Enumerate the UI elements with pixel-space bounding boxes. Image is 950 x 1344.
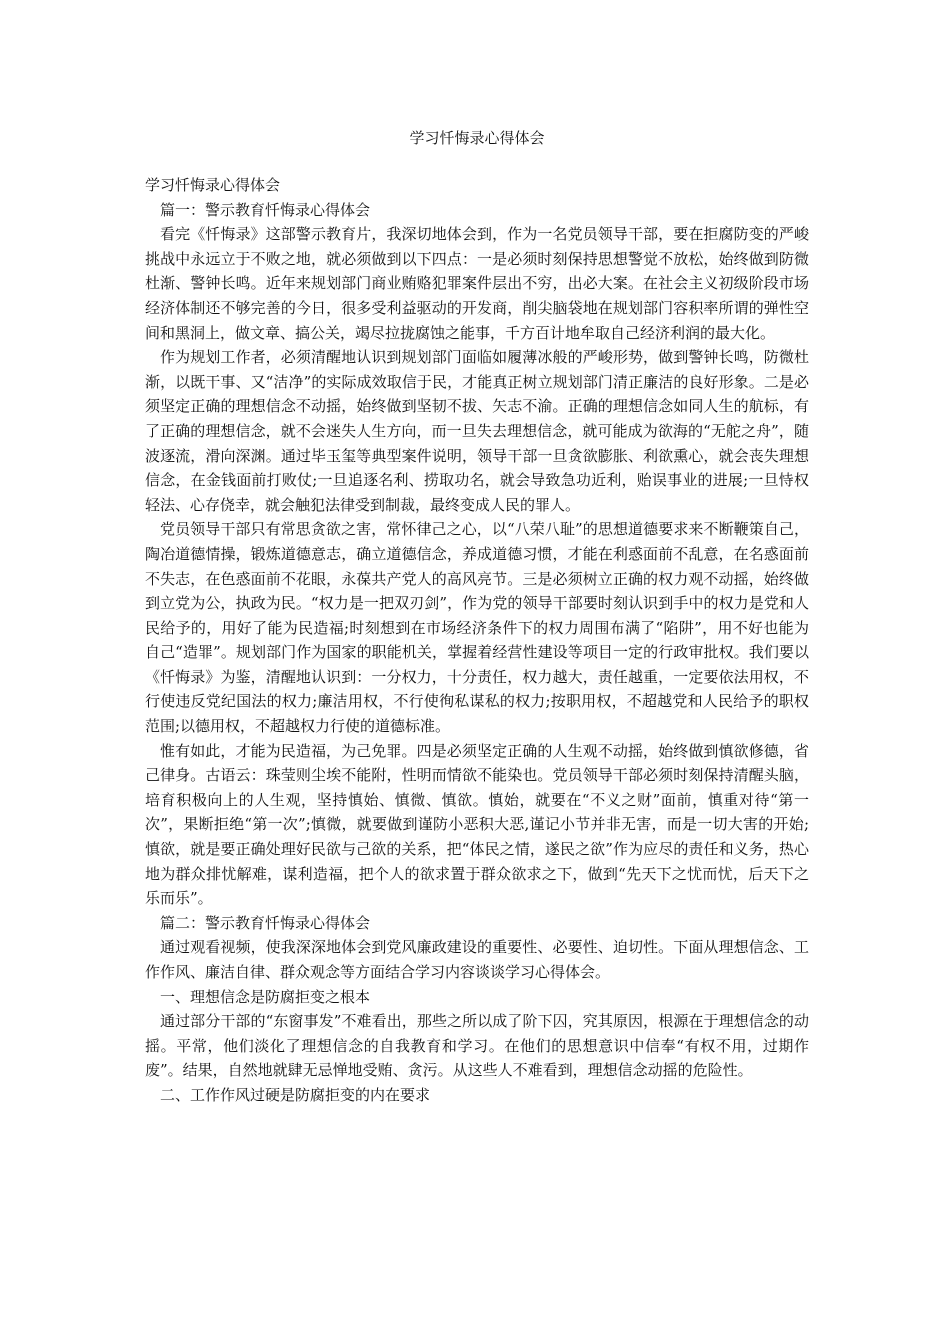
paragraph-heading: 学习忏悔录心得体会 (145, 176, 281, 194)
paragraph: 作为规划工作者，必须清醒地认识到规划部门面临如履薄冰般的严峻形势，做到警钟长鸣，防微杜渐，以既干事、又“洁净”的实际成效取信于民，才能真正树立规划部门清正廉洁的良好形象。二是必须坚定正确的理想信念不动摇，始终做到坚韧不拔、矢志不渝。正确的理想信念如同人生的航标，有了正确的理想信念，就不会迷失人生方向，而一旦失去理想信念，就可能成为欲海的“无舵之舟”，随波逐流，滑向深渊。通过毕玉玺等典型案件说明，领导干部一旦贪欲膨胀、利欲熏心，就会丧失理想信念，在金钱面前打败仗;一旦追逐名利、捞取功名，就会导致急功近利，贻误事业的进展;一旦恃权轻法、心存侥幸，就会触犯法律受到制裁，最终变成人民的罪人。 (145, 348, 809, 514)
section-heading-part-two: 篇二：警示教育忏悔录心得体会 (160, 913, 371, 932)
section-heading-part-one: 篇一：警示教育忏悔录心得体会 (160, 200, 371, 219)
paragraph: 通过观看视频，使我深深地体会到党风廉政建设的重要性、必要性、迫切性。下面从理想信念、工作作风、廉洁自律、群众观念等方面结合学习内容谈谈学习心得体会。 (145, 938, 809, 981)
paragraph: 党员领导干部只有常思贪欲之害，常怀律己之心，以“八荣八耻”的思想道德要求来不断鞭策自己，陶冶道德情操，锻炼道德意志，确立道德信念，养成道德习惯，才能在利惑面前不乱意，在名惑面前不失志，在色惑面前不花眼，永葆共产党人的高风亮节。三是必须树立正确的权力观不动摇，始终做到立党为公，执政为民。“权力是一把双刃剑”，作为党的领导干部要时刻认识到手中的权力是党和人民给予的，用好了能为民造福;时刻想到在市场经济条件下的权力周围布满了“陷阱”，用不好也能为自己“造罪”。规划部门作为国家的职能机关，掌握着经营性建设等项目一定的行政审批权。我们要以《忏悔录》为鉴，清醒地认识到：一分权力，十分责任，权力越大，责任越重，一定要依法用权，不行使违反党纪国法的权力;廉洁用权，不行使徇私谋私的权力;按职用权，不超越党和人民给予的职权范围;以德用权，不超越权力行使的道德标准。 (145, 520, 809, 736)
subheading: 一、理想信念是防腐拒变之根本 (160, 987, 371, 1006)
subheading: 二、工作作风过硬是防腐拒变的内在要求 (160, 1085, 431, 1104)
document-title: 学习忏悔录心得体会 (409, 129, 545, 147)
paragraph: 看完《忏悔录》这部警示教育片，我深切地体会到，作为一名党员领导干部，要在拒腐防变的严峻挑战中永远立于不败之地，就必须做到以下四点：一是必须时刻保持思想警觉不放松，始终做到防微杜渐、警钟长鸣。近年来规划部门商业贿赂犯罪案件层出不穷，出必大案。在社会主义初级阶段市场经济体制还不够完善的今日，很多受利益驱动的开发商，削尖脑袋地在规划部门容积率所谓的弹性空间和黑洞上，做文章、搞公关，竭尽拉拢腐蚀之能事，千方百计地牟取自己经济利润的最大化。 (145, 225, 809, 342)
document-body (145, 173, 809, 1108)
paragraph: 通过部分干部的“东窗事发”不难看出，那些之所以成了阶下囚，究其原因，根源在于理想信念的动摇。平常，他们淡化了理想信念的自我教育和学习。在他们的思想意识中信奉“有权不用，过期作废”。结果，自然地就肆无忌惮地受贿、贪污。从这些人不难看到，理想信念动摇的危险性。 (145, 1012, 809, 1080)
paragraph: 惟有如此，才能为民造福，为己免罪。四是必须坚定正确的人生观不动摇，始终做到慎欲修德，省己律身。古语云：珠莹则尘埃不能附，性明而情欲不能染也。党员领导干部必须时刻保持清醒头脑，培育积极向上的人生观，坚持慎始、慎微、慎欲。慎始，就要在“不义之财”面前，慎重对待“第一次”，果断拒绝“第一次”;慎微，就要做到谨防小恶积大恶,谨记小节并非无害，而是一切大害的开始;慎欲，就是要正确处理好民欲与己欲的关系，把“体民之情，遂民之欲”作为应尽的责任和义务，热心地为群众排忧解难，谋利造福，把个人的欲求置于群众欲求之下，做到“先天下之忧而忧，后天下之乐而乐”。 (145, 741, 809, 908)
